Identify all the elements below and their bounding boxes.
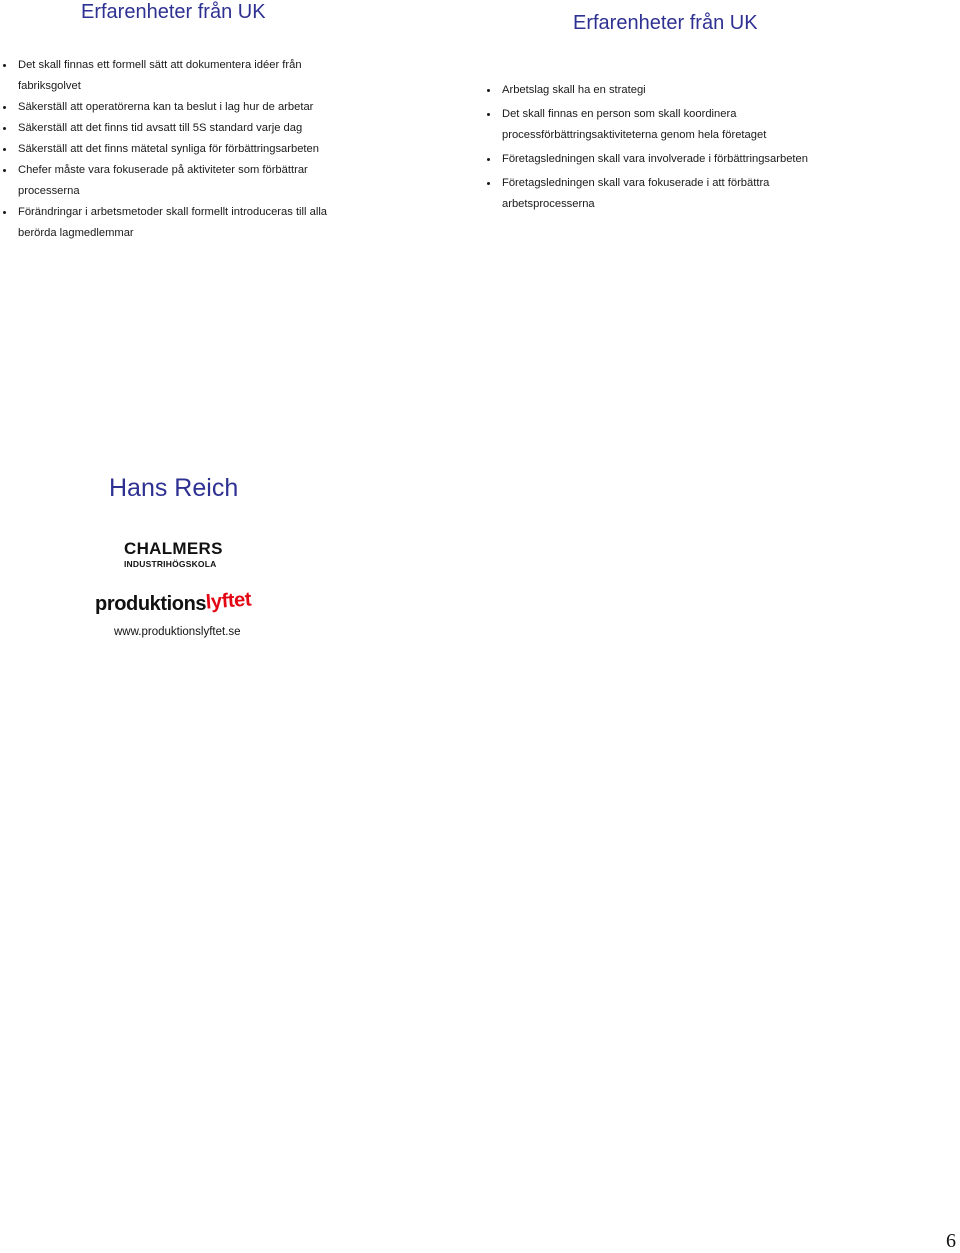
list-item: Säkerställ att det finns tid avsatt till 5S standard varje dag [0,118,450,139]
produktionslyftet-logo [95,588,253,616]
slide-right-bullets [484,80,944,215]
list-item: Säkerställ att operatörerna kan ta beslut i lag hur de arbetar [0,97,450,118]
list-item: Chefer måste vara fokuserade på aktiviteter som förbättrar processerna [0,160,450,202]
slide-left-bullets [0,55,450,244]
list-item: Företagsledningen skall vara fokuserade i att förbättra arbetsprocesserna [484,173,944,215]
list-item: Företagsledningen skall vara involverade i förbättringsarbeten [484,149,944,170]
page-number: 6 [946,1230,956,1252]
logo-text-lyftet: lyftet [205,588,253,614]
list-item: Arbetslag skall ha en strategi [484,80,944,101]
list-item: Förändringar i arbetsmetoder skall formellt introduceras till alla berörda lagmedlemmar [0,202,450,244]
chalmers-logo [124,539,223,570]
list-item: Säkerställ att det finns mätetal synliga för förbättringsarbeten [0,139,450,160]
website-url: www.produktionslyftet.se [114,626,241,638]
logo-text-produktions: produktions [95,593,207,615]
slide-right-title: Erfarenheter från UK [573,12,758,34]
author-name: Hans Reich [109,474,239,502]
slide-left-title: Erfarenheter från UK [81,1,266,23]
university-name: CHALMERS [124,539,223,558]
university-subtitle: INDUSTRIHÖGSKOLA [124,559,217,569]
list-item: Det skall finnas en person som skall koordinera processförbättringsaktiviteterna genom hela företaget [484,104,944,146]
list-item: Det skall finnas ett formell sätt att dokumentera idéer från fabriksgolvet [0,55,450,97]
